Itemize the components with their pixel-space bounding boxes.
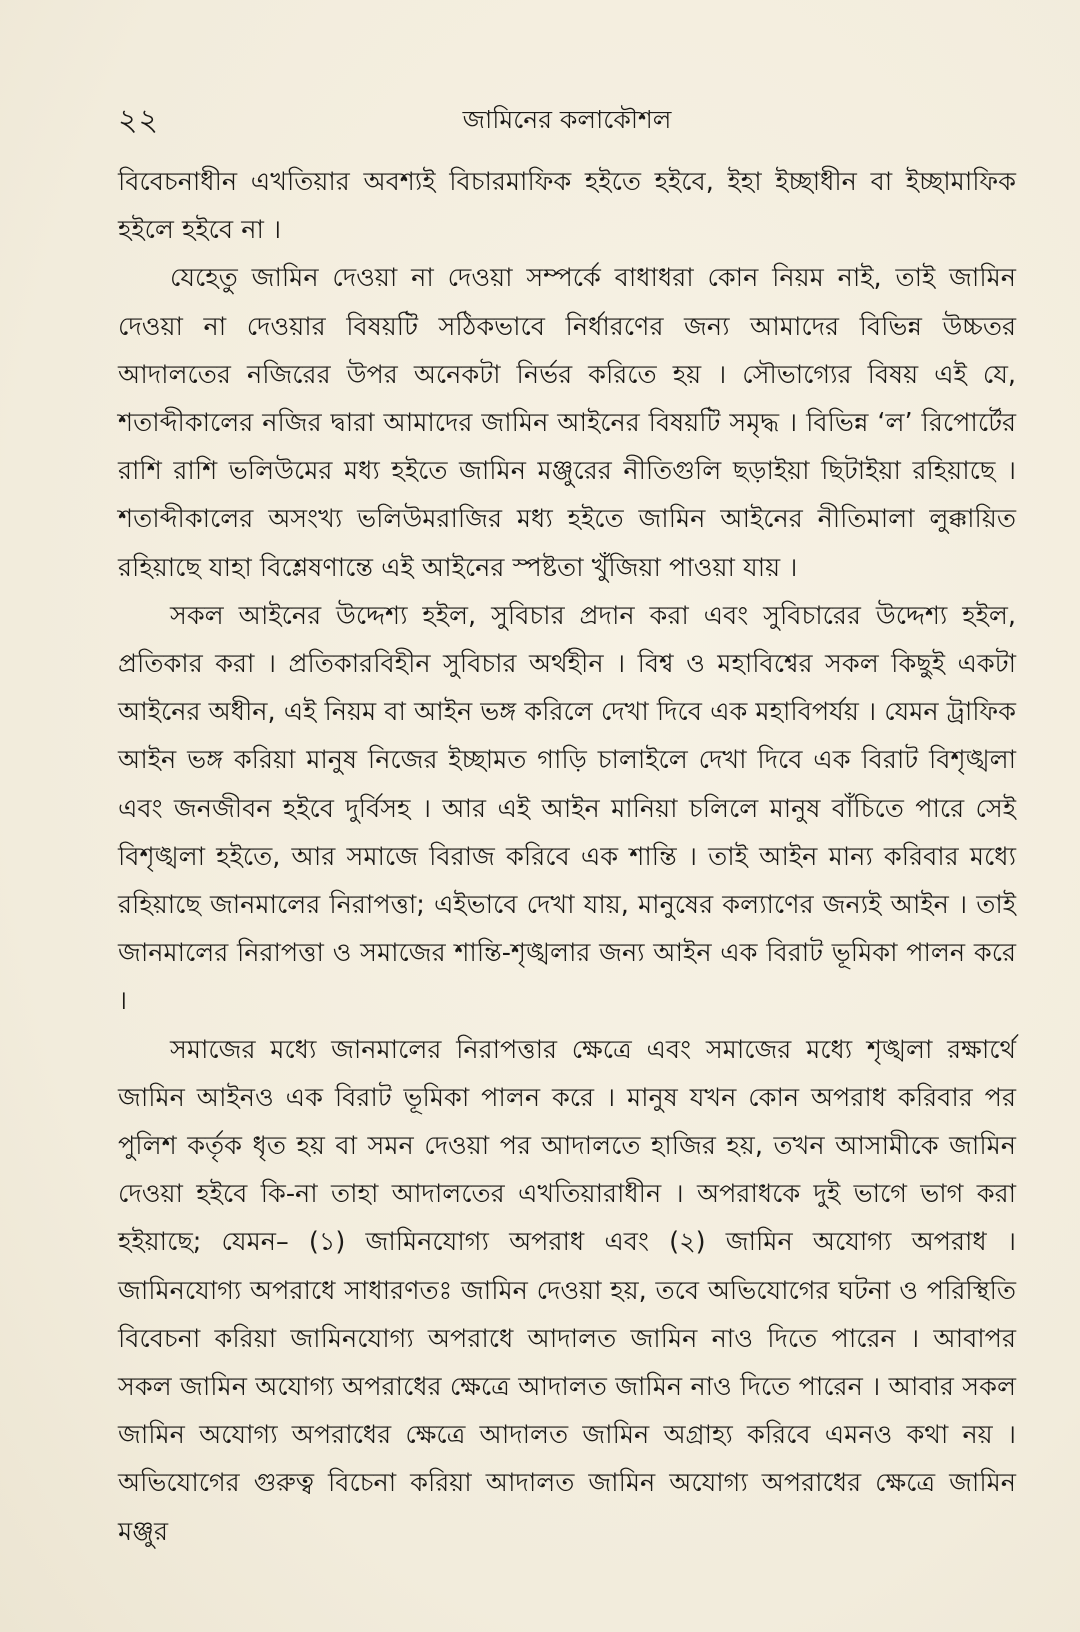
paragraph-4: সমাজের মধ্যে জানমালের নিরাপত্তার ক্ষেত্রে এবং সমাজের মধ্যে শৃঙ্খলা রক্ষার্থে জামিন আইনও এক বিরাট ভূমিকা পালন করে । মানুষ যখন কোন অপরাধ করিবার পর পুলিশ কর্তৃক ধৃত হয় বা সমন দেওয়া পর আদালতে হাজির হয়, তখন আসামীকে জামিন দেওয়া হইবে কি-না তাহা আদালতের এখতিয়ারাধীন । অপরাধকে দুই ভাগে ভাগ করা হইয়াছে; যেমন– (১) জামিনযোগ্য অপরাধ এবং (২) জামিন অযোগ্য অপরাধ । জামিনযোগ্য অপরাধে সাধারণতঃ জামিন দেওয়া হয়, তবে অভিযোগের ঘটনা ও পরিস্থিতি বিবেচনা করিয়া জামিনযোগ্য অপরাধে আদালত জামিন নাও দিতে পারেন । আবাপর সকল জামিন অযোগ্য অপরাধের ক্ষেত্রে আদালত জামিন নাও দিতে পারেন । আবার সকল জামিন অযোগ্য অপরাধের ক্ষেত্রে আদালত জামিন অগ্রাহ্য করিবে এমনও কথা নয় । অভিযোগের গুরুত্ব বিচেনা করিয়া আদালত জামিন অযোগ্য অপরাধের ক্ষেত্রে জামিন মঞ্জুর (118, 1034, 1016, 1547)
paragraph-3: সকল আইনের উদ্দেশ্য হইল, সুবিচার প্রদান করা এবং সুবিচারের উদ্দেশ্য হইল, প্রতিকার করা । প্রতিকারবিহীন সুবিচার অর্থহীন । বিশ্ব ও মহাবিশ্বের সকল কিছুই একটা আইনের অধীন, এই নিয়ম বা আইন ভঙ্গ করিলে দেখা দিবে এক মহাবিপর্যয় । যেমন ট্রাফিক আইন ভঙ্গ করিয়া মানুষ নিজের ইচ্ছামত গাড়ি চালাইলে দেখা দিবে এক বিরাট বিশৃঙ্খলা এবং জনজীবন হইবে দুর্বিসহ । আর এই আইন মানিয়া চলিলে মানুষ বাঁচিতে পারে সেই বিশৃঙ্খলা হইতে, আর সমাজে বিরাজ করিবে এক শান্তি । তাই আইন মান্য করিবার মধ্যে রহিয়াছে জানমালের নিরাপত্তা; এইভাবে দেখা যায়, মানুষের কল্যাণের জন্যই আইন । তাই জানমালের নিরাপত্তা ও সমাজের শান্তি-শৃঙ্খলার জন্য আইন এক বিরাট ভূমিকা পালন করে । (118, 600, 1016, 1017)
body-text (118, 158, 1016, 1556)
page-number: ২২ (118, 103, 160, 138)
paragraph-1: বিবেচনাধীন এখতিয়ার অবশ্যই বিচারমাফিক হইতে হইবে, ইহা ইচ্ছাধীন বা ইচ্ছামাফিক হইলে হইবে না । (118, 167, 1016, 246)
page-header (118, 96, 1016, 140)
running-title: জামিনের কলাকৌশল (462, 105, 672, 134)
paragraph-2: যেহেতু জামিন দেওয়া না দেওয়া সম্পর্কে বাধাধরা কোন নিয়ম নাই, তাই জামিন দেওয়া না দেওয়ার বিষয়টি সঠিকভাবে নির্ধারণের জন্য আমাদের বিভিন্ন উচ্চতর আদালতের নজিরের উপর অনেকটা নির্ভর করিতে হয় । সৌভাগ্যের বিষয় এই যে, শতাব্দীকালের নজির দ্বারা আমাদের জামিন আইনের বিষয়টি সমৃদ্ধ । বিভিন্ন ‘ল’ রিপোর্টের রাশি রাশি ভলিউমের মধ্য হইতে জামিন মঞ্জুরের নীতিগুলি ছড়াইয়া ছিটাইয়া রহিয়াছে । শতাব্দীকালের অসংখ্য ভলিউমরাজির মধ্য হইতে জামিন আইনের নীতিমালা লুক্কায়িত রহিয়াছে যাহা বিশ্লেষণান্তে এই আইনের স্পষ্টতা খুঁজিয়া পাওয়া যায় । (118, 263, 1016, 583)
